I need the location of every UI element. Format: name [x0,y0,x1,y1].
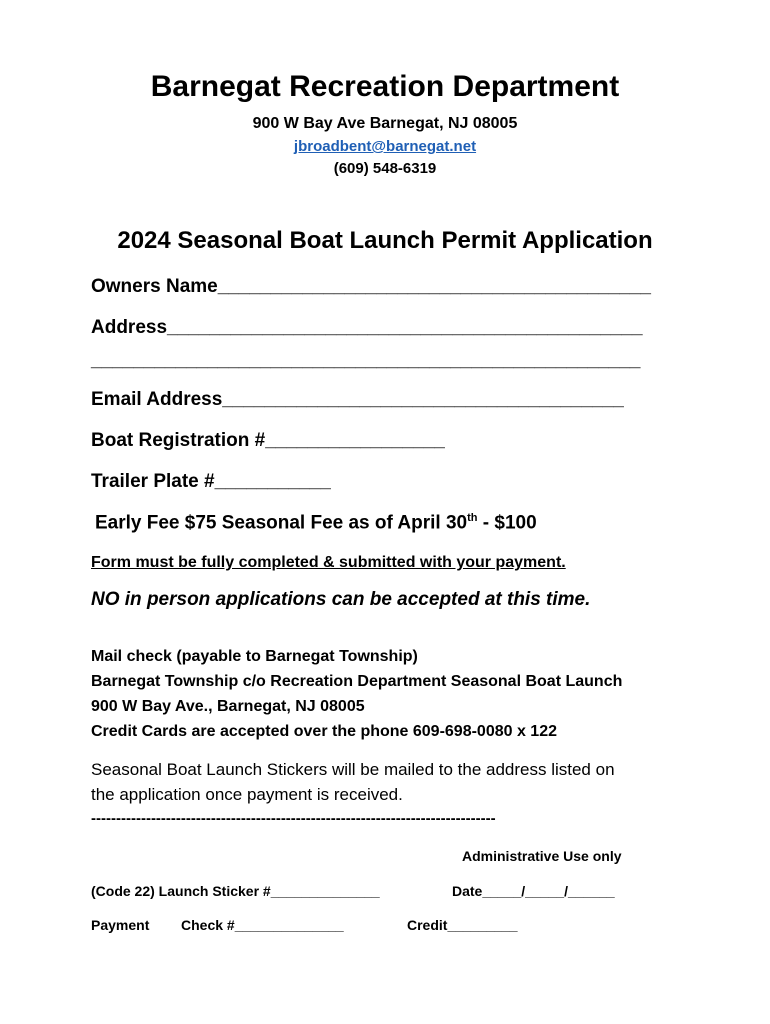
department-phone: (609) 548-6319 [333,160,437,177]
fee-info [95,512,537,534]
department-address: 900 W Bay Ave Barnegat, NJ 08005 [252,115,518,132]
department-title: Barnegat Recreation Department [150,70,620,103]
form-title: 2024 Seasonal Boat Launch Permit Application [117,227,653,254]
credit-field: Credit_________ [407,917,518,933]
no-in-person-notice: NO in person applications can be accepted at this time. [91,589,591,610]
sticker-note-line-1: Seasonal Boat Launch Stickers will be mailed to the address listed on [91,760,615,779]
mail-line-3: 900 W Bay Ave., Barnegat, NJ 08005 [91,698,365,715]
trailer-plate-field: Trailer Plate #___________ [91,471,331,492]
mail-line-4: Credit Cards are accepted over the phone 609-698-0080 x 122 [91,723,557,740]
sticker-note [91,757,615,807]
fee-superscript: th [467,512,478,524]
date-field: Date_____/_____/______ [452,883,615,899]
completion-notice: Form must be fully completed & submitted with your payment. [91,554,566,571]
sticker-note-line-2: the application once payment is received. [91,785,403,804]
address-field: Address_____________________________________________ [91,317,643,338]
admin-heading: Administrative Use only [462,848,622,864]
mail-instructions [91,644,622,744]
launch-sticker-field: (Code 22) Launch Sticker #______________ [91,883,380,899]
address-field-line2: ____________________________________________________ [91,350,641,371]
separator-line: --------------------------------------------------------------------------------- [91,810,496,827]
mail-line-1: Mail check (payable to Barnegat Township) [91,648,418,665]
mail-line-2: Barnegat Township c/o Recreation Department Seasonal Boat Launch [91,673,623,690]
email-address-field: Email Address______________________________________ [91,389,624,410]
fee-suffix: - $100 [477,512,537,534]
boat-registration-field: Boat Registration #_________________ [91,430,445,451]
check-number-field: Check #______________ [181,917,344,933]
department-email-link[interactable]: jbroadbent@barnegat.net [293,138,477,155]
payment-label: Payment [91,917,150,933]
owners-name-field: Owners Name_________________________________________ [91,276,651,297]
fee-text: Early Fee $75 Seasonal Fee as of April 30 [95,512,468,534]
